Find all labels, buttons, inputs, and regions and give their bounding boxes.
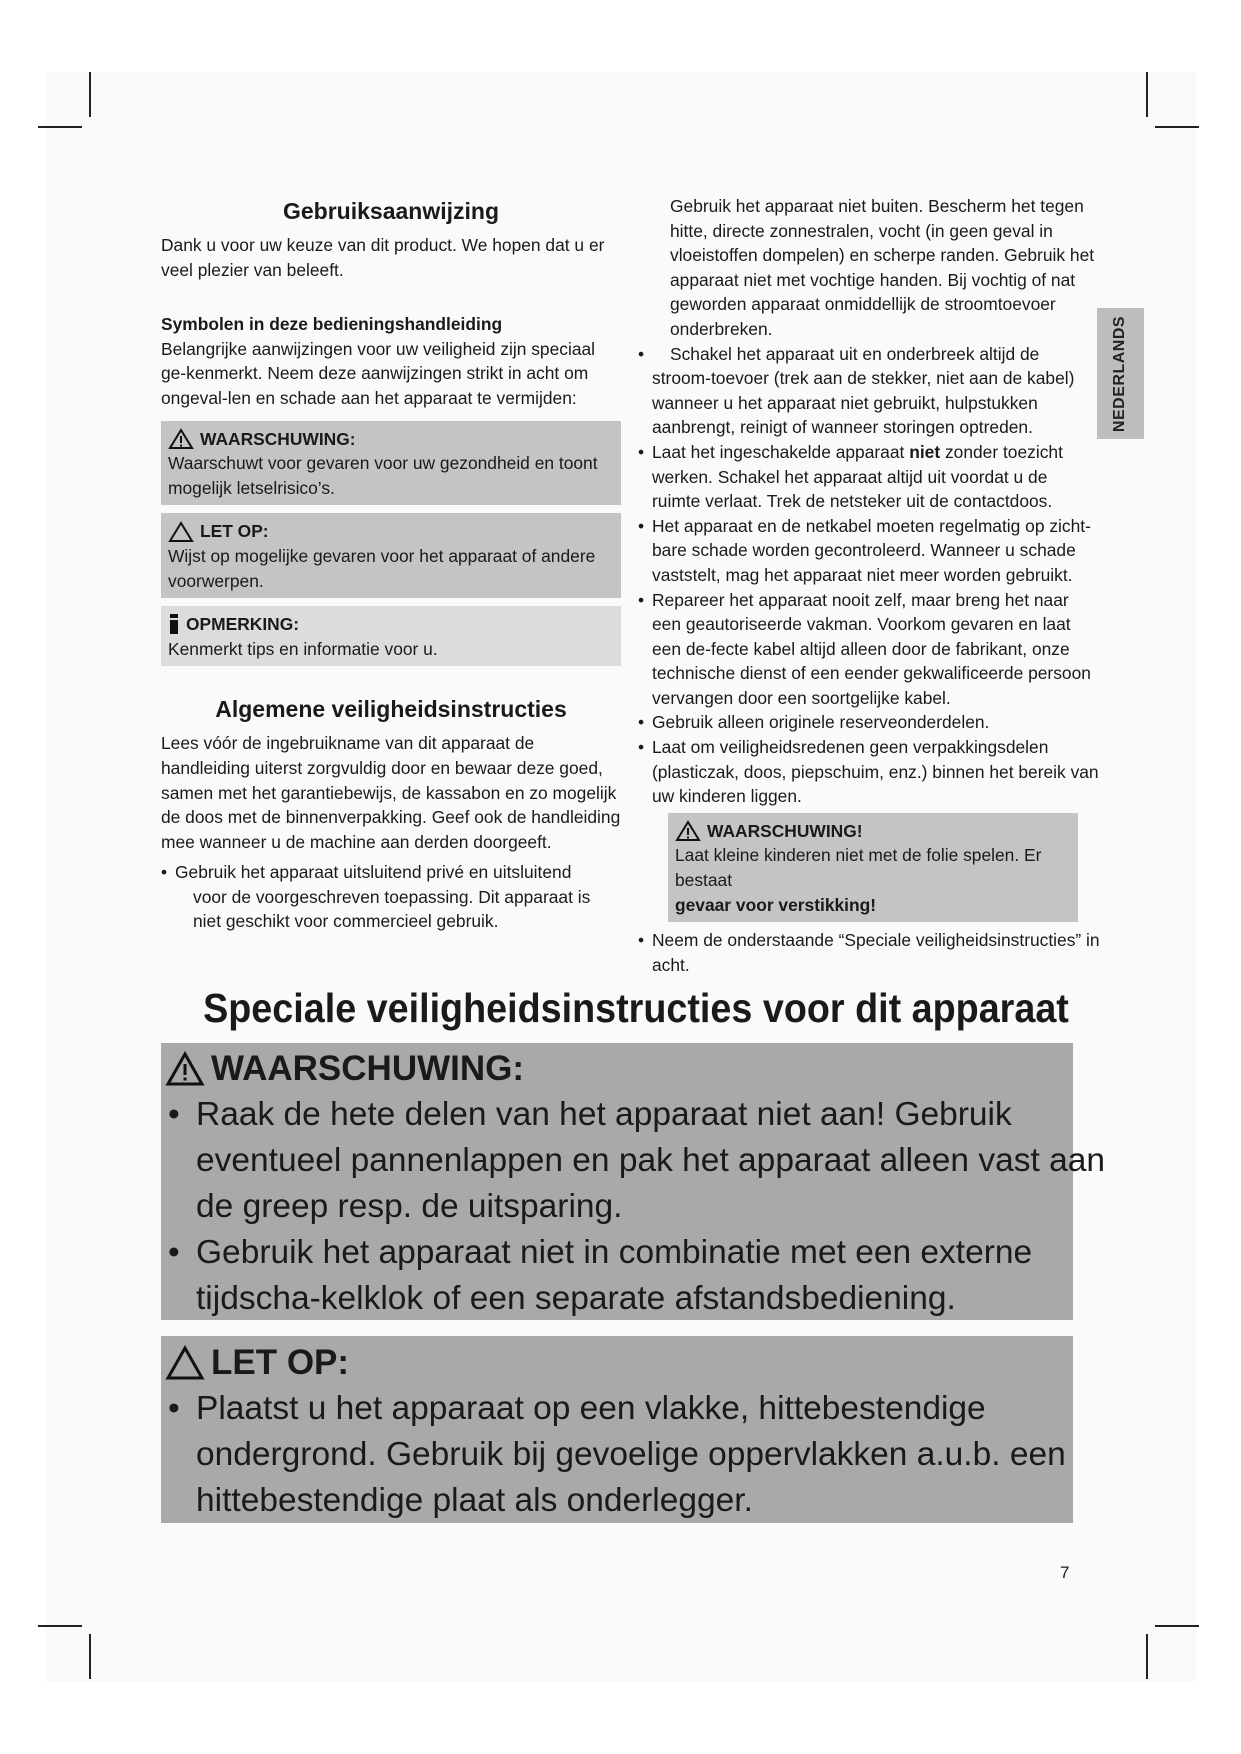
crop-mark <box>1146 1634 1148 1679</box>
list-item: • Plaatst u het apparaat op een vlakke, hittebestendige ondergrond. Gebruik bij gevoelige oppervlakken a.u.b. een hittebestendige plaat als onderlegger. <box>165 1386 1145 1524</box>
warning-text: Waarschuwt voor gevaren voor uw gezondheid en toont mogelijk letselrisico’s. <box>168 453 598 498</box>
page-number: 7 <box>1060 1563 1070 1582</box>
right-column <box>638 194 1100 977</box>
child-warning-box <box>668 813 1078 922</box>
list-item: • Het apparaat en de netkabel moeten regelmatig op zicht-bare schade worden gecontroleerd. Wanneer u schade vaststelt, mag het apparaat niet meer worden gebruikt. <box>638 514 1100 588</box>
list-item: • Repareer het apparaat nooit zelf, maar breng het naar een geautoriseerde vakman. Voorkom gevaren en laat een de-fecte kabel altijd alleen door de fabrikant, onze technische dienst of een eender gekwalificeerde persoon vervangen door een soortgelijke kabel. <box>638 588 1100 711</box>
crop-mark <box>38 126 82 128</box>
symbols-heading: Symbolen in deze bedieningshandleiding <box>161 314 503 335</box>
list-item: • Schakel het apparaat uit en onderbreek altijd de stroom-toevoer (trek aan de stekker, niet aan de kabel) wanneer u het apparaat niet gebruikt, hulpstukken aanbrengt, reinigt of wanneer storingen optreden. <box>638 342 1100 440</box>
child-warning-title: WAARSCHUWING! <box>675 819 1070 844</box>
caution-triangle-icon <box>168 521 194 543</box>
info-icon <box>168 613 180 635</box>
crop-mark <box>1155 1625 1199 1627</box>
special-caution-content <box>165 1340 1145 1524</box>
general-bullets <box>161 860 621 934</box>
list-item: • Gebruik het apparaat uitsluitend privé en uitsluitend voor de voorgeschreven toepassing. Dit apparaat is niet geschikt voor commercieel gebruik. <box>161 860 621 934</box>
crop-mark <box>1146 72 1148 117</box>
list-item: • Laat om veiligheidsredenen geen verpakkingsdelen (plasticzak, doos, piepschuim, enz.) binnen het bereik van uw kinderen liggen. <box>638 735 1100 809</box>
symbols-text: Belangrijke aanwijzingen voor uw veiligheid zijn speciaal ge-kenmerkt. Neem deze aanwijzingen strikt in acht om ongeval-len en schade aan het apparaat te vermijden: <box>161 338 596 408</box>
continued-text: Gebruik het apparaat niet buiten. Bescherm het tegen hitte, directe zonnestralen, vocht (in geen geval in vloeistoffen dompelen) en scherpe randen. Gebruik het apparaat niet met vochtige handen. Bij vochtig of nat geworden apparaat onmiddellijk de stroomtoevoer onderbreken. <box>670 196 1095 339</box>
list-item: • Laat het ingeschakelde apparaat niet zonder toezicht werken. Schakel het apparaat altijd uit voordat u de ruimte verlaat. Trek de netsteker uit de contactdoos. <box>638 440 1100 514</box>
special-safety-title: Speciale veiligheidsinstructies voor dit apparaat <box>203 985 1069 1031</box>
child-warning-text: Laat kleine kinderen niet met de folie spelen. Er bestaat gevaar voor verstikking! <box>675 845 1042 915</box>
warning-title: WAARSCHUWING: <box>168 427 613 452</box>
note-box <box>161 606 621 666</box>
special-warning-title: WAARSCHUWING: <box>165 1046 1145 1092</box>
note-title: OPMERKING: <box>168 612 613 637</box>
special-caution-list <box>165 1386 1145 1524</box>
caution-triangle-icon <box>165 1345 205 1381</box>
crop-mark <box>89 1634 91 1679</box>
warning-box <box>161 421 621 506</box>
caution-title: LET OP: <box>168 519 613 544</box>
list-item: • Gebruik het apparaat niet in combinatie met een externe tijdscha-kelklok of een separate afstandsbediening. <box>165 1230 1145 1322</box>
list-item: • Raak de hete delen van het apparaat niet aan! Gebruik eventueel pannenlappen en pak het apparaat alleen vast aan de greep resp. de uitsparing. <box>165 1092 1145 1230</box>
crop-mark <box>89 72 91 117</box>
crop-mark <box>1155 126 1199 128</box>
special-caution-title: LET OP: <box>165 1340 1145 1386</box>
manual-title: Gebruiksaanwijzing <box>283 198 499 224</box>
right-bullets <box>638 342 1100 809</box>
caution-text: Wijst op mogelijke gevaren voor het apparaat of andere voorwerpen. <box>168 545 596 591</box>
intro-text: Dank u voor uw keuze van dit product. We hopen dat u er veel plezier van beleeft. <box>161 235 605 280</box>
general-safety-text: Lees vóór de ingebruikname van dit apparaat de handleiding uiterst zorgvuldig door en bewaar deze goed, samen met het garantiebewijs, de kassabon en zo mogelijk de doos met de binnenverpakking. Geef ook de handleiding mee wanneer u de machine aan derden doorgeeft. <box>161 733 621 852</box>
general-safety-title: Algemene veiligheidsinstructies <box>215 696 567 723</box>
warning-triangle-icon <box>165 1051 205 1087</box>
left-column <box>161 196 621 934</box>
note-text: Kenmerkt tips en informatie voor u. <box>168 638 438 659</box>
list-item: • Neem de onderstaande “Speciale veiligheidsinstructies” in acht. <box>638 928 1100 977</box>
crop-mark <box>38 1625 82 1627</box>
language-tab: NEDERLANDS <box>1097 308 1144 439</box>
special-warning-content <box>165 1046 1145 1322</box>
right-bullets-end <box>638 928 1100 977</box>
special-warning-list <box>165 1092 1145 1322</box>
caution-box <box>161 513 621 598</box>
warning-triangle-icon <box>675 820 701 842</box>
list-item: • Gebruik alleen originele reserveonderdelen. <box>638 710 1100 735</box>
warning-triangle-icon <box>168 428 194 450</box>
